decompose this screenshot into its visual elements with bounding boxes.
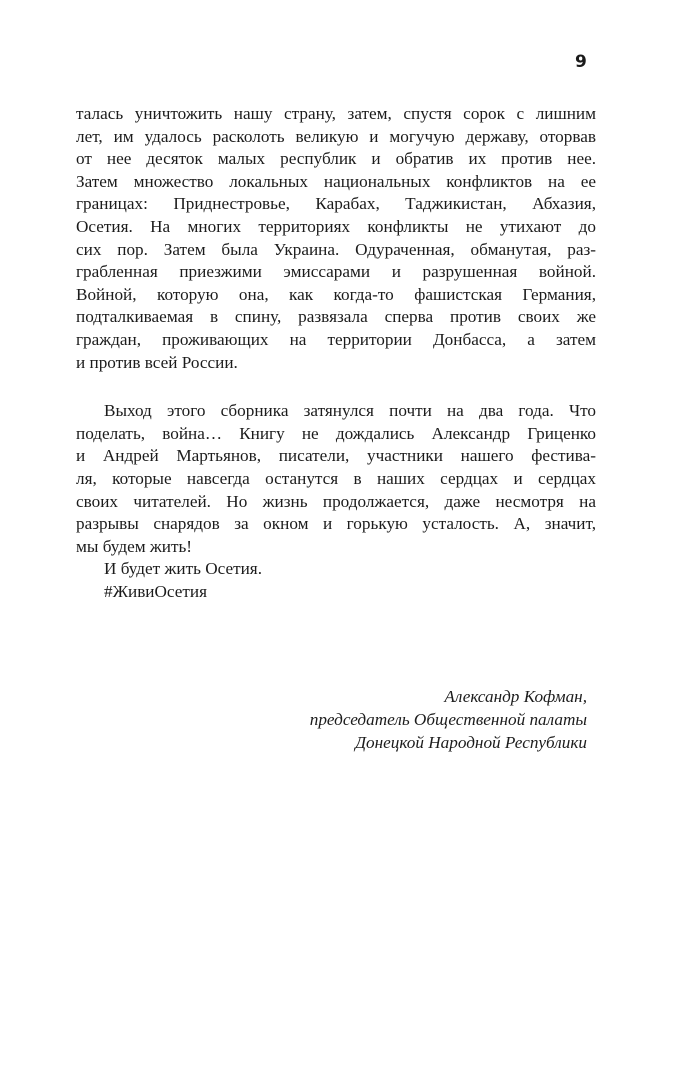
text-line: Осетия. На многих территориях конфликты не утихают до [76, 216, 596, 236]
text-line: подталкиваемая в спину, развязала сперва против своих же [76, 307, 596, 327]
text-line: Войной, которую она, как когда-то фашистская Германия, [76, 284, 596, 304]
text-line: сих пор. Затем была Украина. Одураченная, обманутая, раз- [76, 239, 596, 259]
paragraph-1 [76, 103, 596, 374]
paragraph-2 [76, 400, 596, 558]
text-line: границах: Приднестровье, Карабах, Таджикистан, Абхазия, [76, 194, 596, 214]
signature-title-line-2: Донецкой Народной Республики [355, 733, 587, 752]
hashtag-line: #ЖивиОсетия [104, 581, 207, 601]
text-line: мы будем жить! [76, 536, 193, 556]
text-line: разрывы снарядов за окном и горькую усталость. А, значит, [76, 514, 596, 534]
text-line: И будет жить Осетия. [104, 559, 263, 579]
text-line: от нее десяток малых республик и обратив их против нее. [76, 149, 596, 169]
body-text [76, 103, 596, 603]
signature-block [310, 685, 587, 754]
text-line: своих читателей. Но жизнь продолжается, даже несмотря на [76, 491, 596, 511]
signature-name: Александр Кофман, [444, 687, 587, 706]
text-line: талась уничтожить нашу страну, затем, спустя сорок с лишним [76, 104, 596, 123]
text-line: и Андрей Мартьянов, писатели, участники нашего фестива- [76, 446, 596, 466]
text-line: и против всей России. [76, 352, 238, 372]
text-line: Затем множество локальных национальных конфликтов на ее [76, 171, 596, 191]
text-line: ля, которые навсегда останутся в наших сердцах и сердцах [76, 468, 596, 488]
text-line: лет, им удалось расколоть великую и могучую державу, оторвав [76, 126, 596, 146]
paragraph-gap [76, 374, 596, 400]
paragraph-4 [76, 581, 596, 604]
page-number: 9 [575, 52, 587, 72]
text-line: поделать, война… Книгу не дождались Александр Гриценко [76, 423, 596, 443]
signature-title-line-1: председатель Общественной палаты [309, 710, 587, 729]
paragraph-3 [76, 558, 596, 581]
text-line: грабленная приезжими эмиссарами и разрушенная войной. [76, 262, 596, 282]
text-line: Выход этого сборника затянулся почти на два года. Что [104, 401, 596, 421]
text-line: граждан, проживающих на территории Донбасса, а затем [76, 329, 596, 349]
